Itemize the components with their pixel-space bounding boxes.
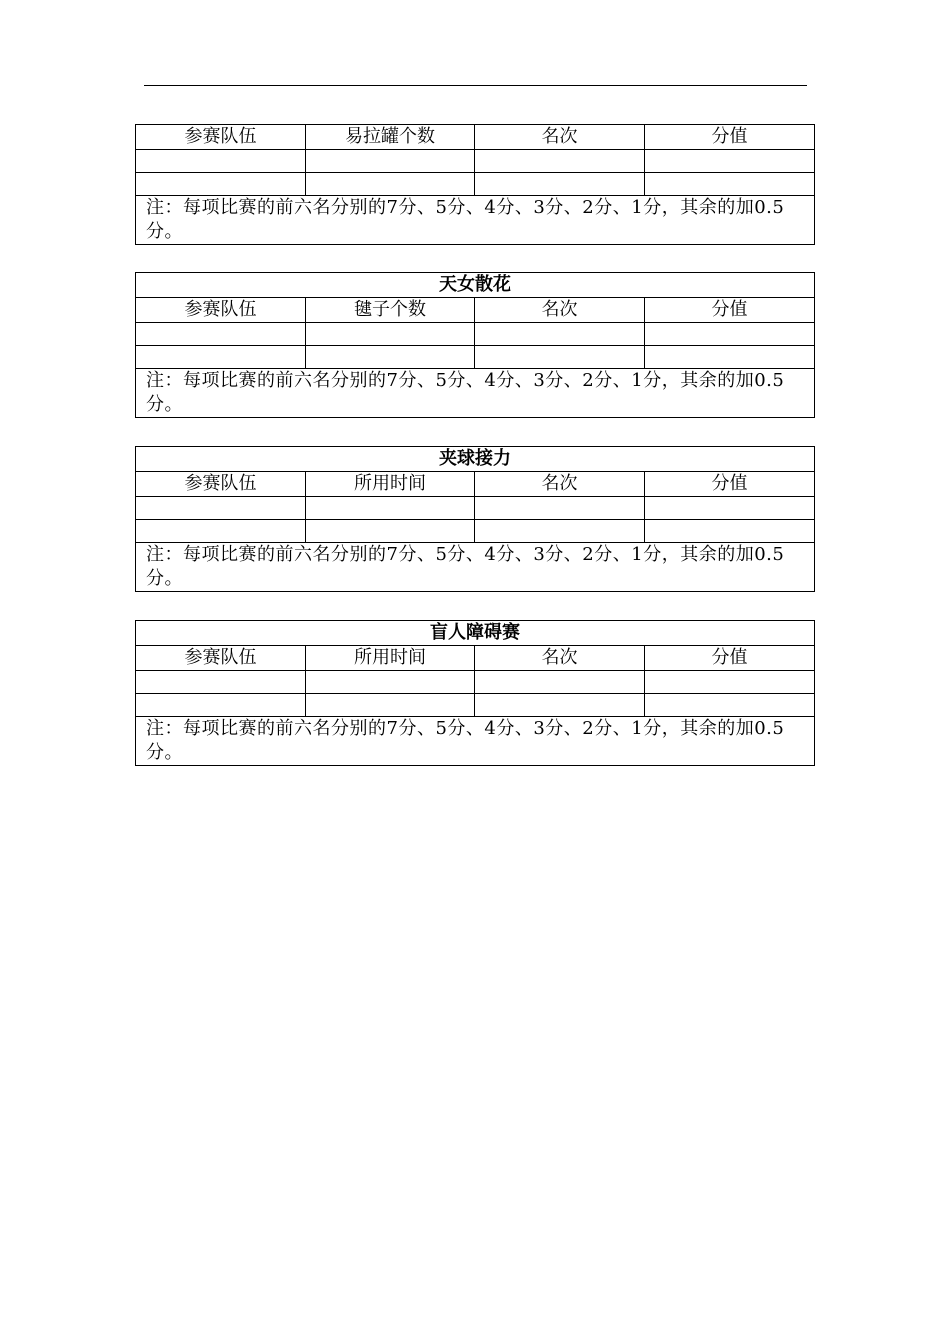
table-title: 天女散花 [136,273,815,298]
table-cell[interactable] [306,323,475,346]
table-title: 盲人障碍赛 [136,621,815,646]
table-cell[interactable] [475,497,645,520]
col-header-score: 分值 [645,125,815,150]
col-header-score: 分值 [645,298,815,323]
table-row [136,323,815,346]
note-row [136,369,815,418]
scoring-note: 注：每项比赛的前六名分别的7分、5分、4分、3分、2分、1分，其余的加0.5分。 [136,543,815,592]
col-header-team: 参赛队伍 [136,298,306,323]
score-table-tiannu-sanhua [135,272,815,418]
table-cell[interactable] [136,497,306,520]
table-cell[interactable] [475,323,645,346]
col-header-measure: 所用时间 [306,472,475,497]
table-cell[interactable] [645,150,815,173]
table-title-row [136,621,815,646]
col-header-measure: 易拉罐个数 [306,125,475,150]
table-title: 夹球接力 [136,447,815,472]
table-row [136,671,815,694]
col-header-score: 分值 [645,646,815,671]
note-row [136,196,815,245]
score-table-mangren-zhangaisai [135,620,815,766]
table-cell[interactable] [645,520,815,543]
col-header-team: 参赛队伍 [136,125,306,150]
header-rule [144,85,807,86]
table-cell[interactable] [475,346,645,369]
col-header-rank: 名次 [475,472,645,497]
table-header-row [136,646,815,671]
table-cell[interactable] [136,173,306,196]
table-cell[interactable] [475,694,645,717]
col-header-measure: 所用时间 [306,646,475,671]
table-row [136,346,815,369]
note-row [136,543,815,592]
col-header-rank: 名次 [475,125,645,150]
col-header-team: 参赛队伍 [136,646,306,671]
table-row [136,520,815,543]
table-title-row [136,447,815,472]
table-cell[interactable] [645,671,815,694]
table-cell[interactable] [306,150,475,173]
table-cell[interactable] [136,346,306,369]
table-cell[interactable] [475,150,645,173]
table-cell[interactable] [306,671,475,694]
table-cell[interactable] [136,694,306,717]
table-cell[interactable] [475,520,645,543]
table-row [136,694,815,717]
table-row [136,173,815,196]
table-header-row [136,298,815,323]
table-cell[interactable] [475,173,645,196]
table-cell[interactable] [136,520,306,543]
col-header-team: 参赛队伍 [136,472,306,497]
score-table-can-count [135,124,815,245]
table-cell[interactable] [136,671,306,694]
col-header-score: 分值 [645,472,815,497]
table-cell[interactable] [645,497,815,520]
table-row [136,497,815,520]
table-cell[interactable] [645,694,815,717]
table-cell[interactable] [306,694,475,717]
scoring-note: 注：每项比赛的前六名分别的7分、5分、4分、3分、2分、1分，其余的加0.5分。 [136,369,815,418]
col-header-rank: 名次 [475,646,645,671]
table-header-row [136,125,815,150]
table-header-row [136,472,815,497]
table-title-row [136,273,815,298]
table-cell[interactable] [645,346,815,369]
table-row [136,150,815,173]
table-cell[interactable] [306,346,475,369]
scoring-note: 注：每项比赛的前六名分别的7分、5分、4分、3分、2分、1分，其余的加0.5分。 [136,717,815,766]
table-cell[interactable] [136,150,306,173]
table-cell[interactable] [306,173,475,196]
note-row [136,717,815,766]
table-cell[interactable] [475,671,645,694]
table-cell[interactable] [645,323,815,346]
scoring-note: 注：每项比赛的前六名分别的7分、5分、4分、3分、2分、1分，其余的加0.5分。 [136,196,815,245]
table-cell[interactable] [306,520,475,543]
col-header-measure: 毽子个数 [306,298,475,323]
table-cell[interactable] [645,173,815,196]
col-header-rank: 名次 [475,298,645,323]
score-table-jiaqiu-jieli [135,446,815,592]
table-cell[interactable] [136,323,306,346]
table-cell[interactable] [306,497,475,520]
